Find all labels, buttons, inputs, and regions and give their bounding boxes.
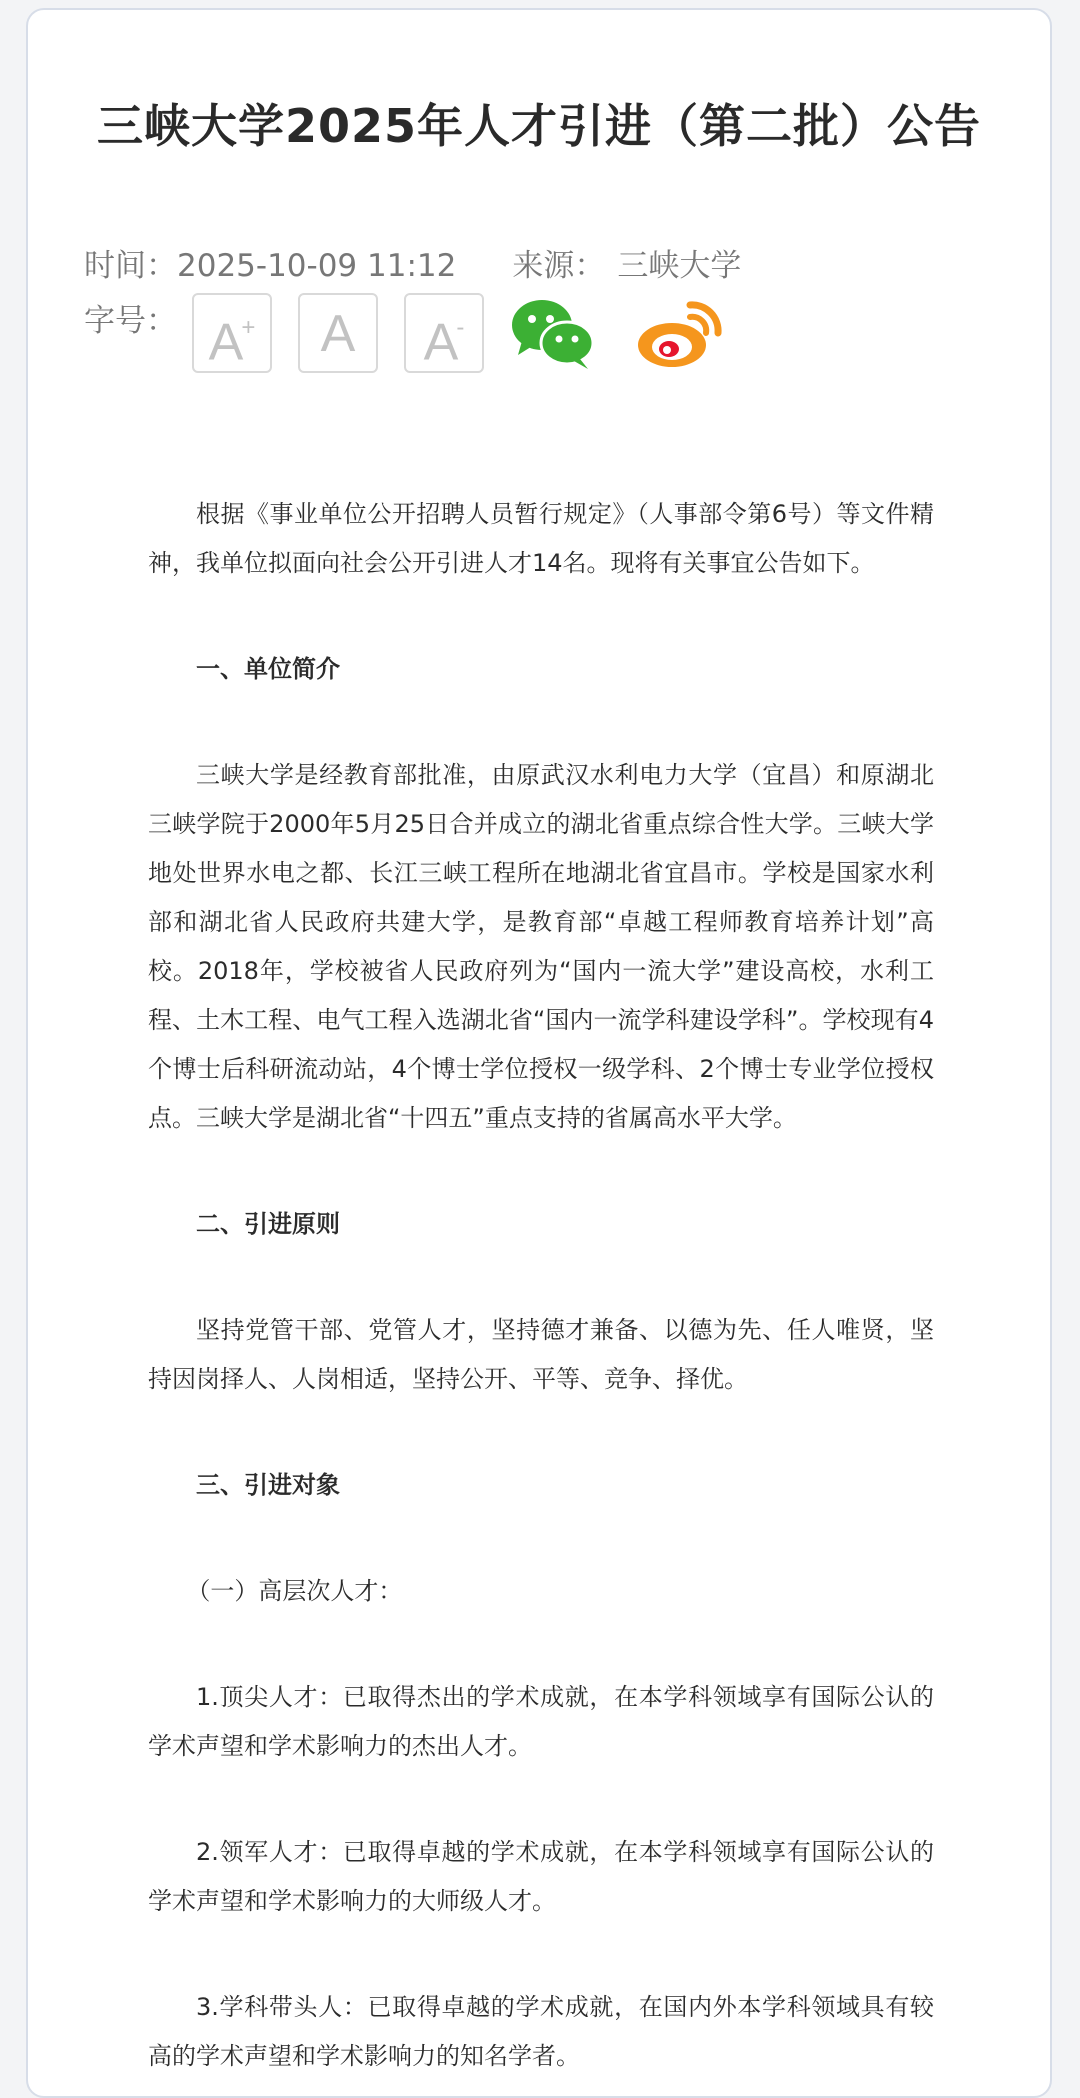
page-title: 三峡大学2025年人才引进（第二批）公告	[96, 99, 982, 153]
section-heading-1: 一、单位简介	[196, 655, 340, 683]
time-label: 时间：	[84, 248, 177, 284]
weibo-icon[interactable]	[636, 295, 726, 371]
intro-paragraph: 根据《事业单位公开招聘人员暂行规定》（人事部令第6号）等文件精神，我单位拟面向社会公开引进人才14名。现将有关事宜公告如下。	[148, 500, 934, 577]
list-item: 1.顶尖人才：已取得杰出的学术成就，在本学科领域享有国际公认的学术声望和学术影响力的杰出人才。	[148, 1683, 934, 1760]
wechat-icon[interactable]	[510, 295, 596, 371]
section-heading-3: 三、引进对象	[196, 1471, 340, 1499]
subsection-heading: （一）高层次人才：	[186, 1577, 403, 1605]
source-label: 来源：	[512, 248, 606, 284]
list-item: 3.学科带头人：已取得卓越的学术成就，在国内外本学科领域具有较高的学术声望和学术影响力的知名学者。	[148, 1993, 934, 2070]
article-meta	[84, 240, 741, 285]
section-paragraph-1: 三峡大学是经教育部批准，由原武汉水利电力大学（宜昌）和原湖北三峡学院于2000年5月25日合并成立的湖北省重点综合性大学。三峡大学地处世界水电之都、长江三峡工程所在地湖北省宜昌市。学校是国家水利部和湖北省人民政府共建大学，是教育部“卓越工程师教育培养计划”高校。2018年，学校被省人民政府列为“国内一流大学”建设高校，水利工程、土木工程、电气工程入选湖北省“国内一流学科建设学科”。学校现有4个博士后科研流动站，4个博士学位授权一级学科、2个博士专业学位授权点。三峡大学是湖北省“十四五”重点支持的省属高水平大学。	[148, 761, 934, 1132]
time-value: 2025-10-09 11:12	[177, 248, 457, 284]
font-decrease-button[interactable]: A-	[404, 293, 484, 373]
article-card	[26, 8, 1052, 2098]
section-heading-2: 二、引进原则	[196, 1210, 340, 1238]
font-increase-button[interactable]: A+	[192, 293, 272, 373]
font-normal-button[interactable]: A	[298, 293, 378, 373]
font-size-label: 字号：	[84, 303, 177, 339]
source-value: 三峡大学	[617, 248, 742, 284]
list-item: 2.领军人才：已取得卓越的学术成就，在本学科领域享有国际公认的学术声望和学术影响力的大师级人才。	[148, 1838, 934, 1915]
font-size-controls	[84, 293, 784, 377]
article-body	[148, 490, 934, 2098]
section-paragraph-2: 坚持党管干部、党管人才，坚持德才兼备、以德为先、任人唯贤，坚持因岗择人、人岗相适，坚持公开、平等、竞争、择优。	[148, 1316, 934, 1393]
